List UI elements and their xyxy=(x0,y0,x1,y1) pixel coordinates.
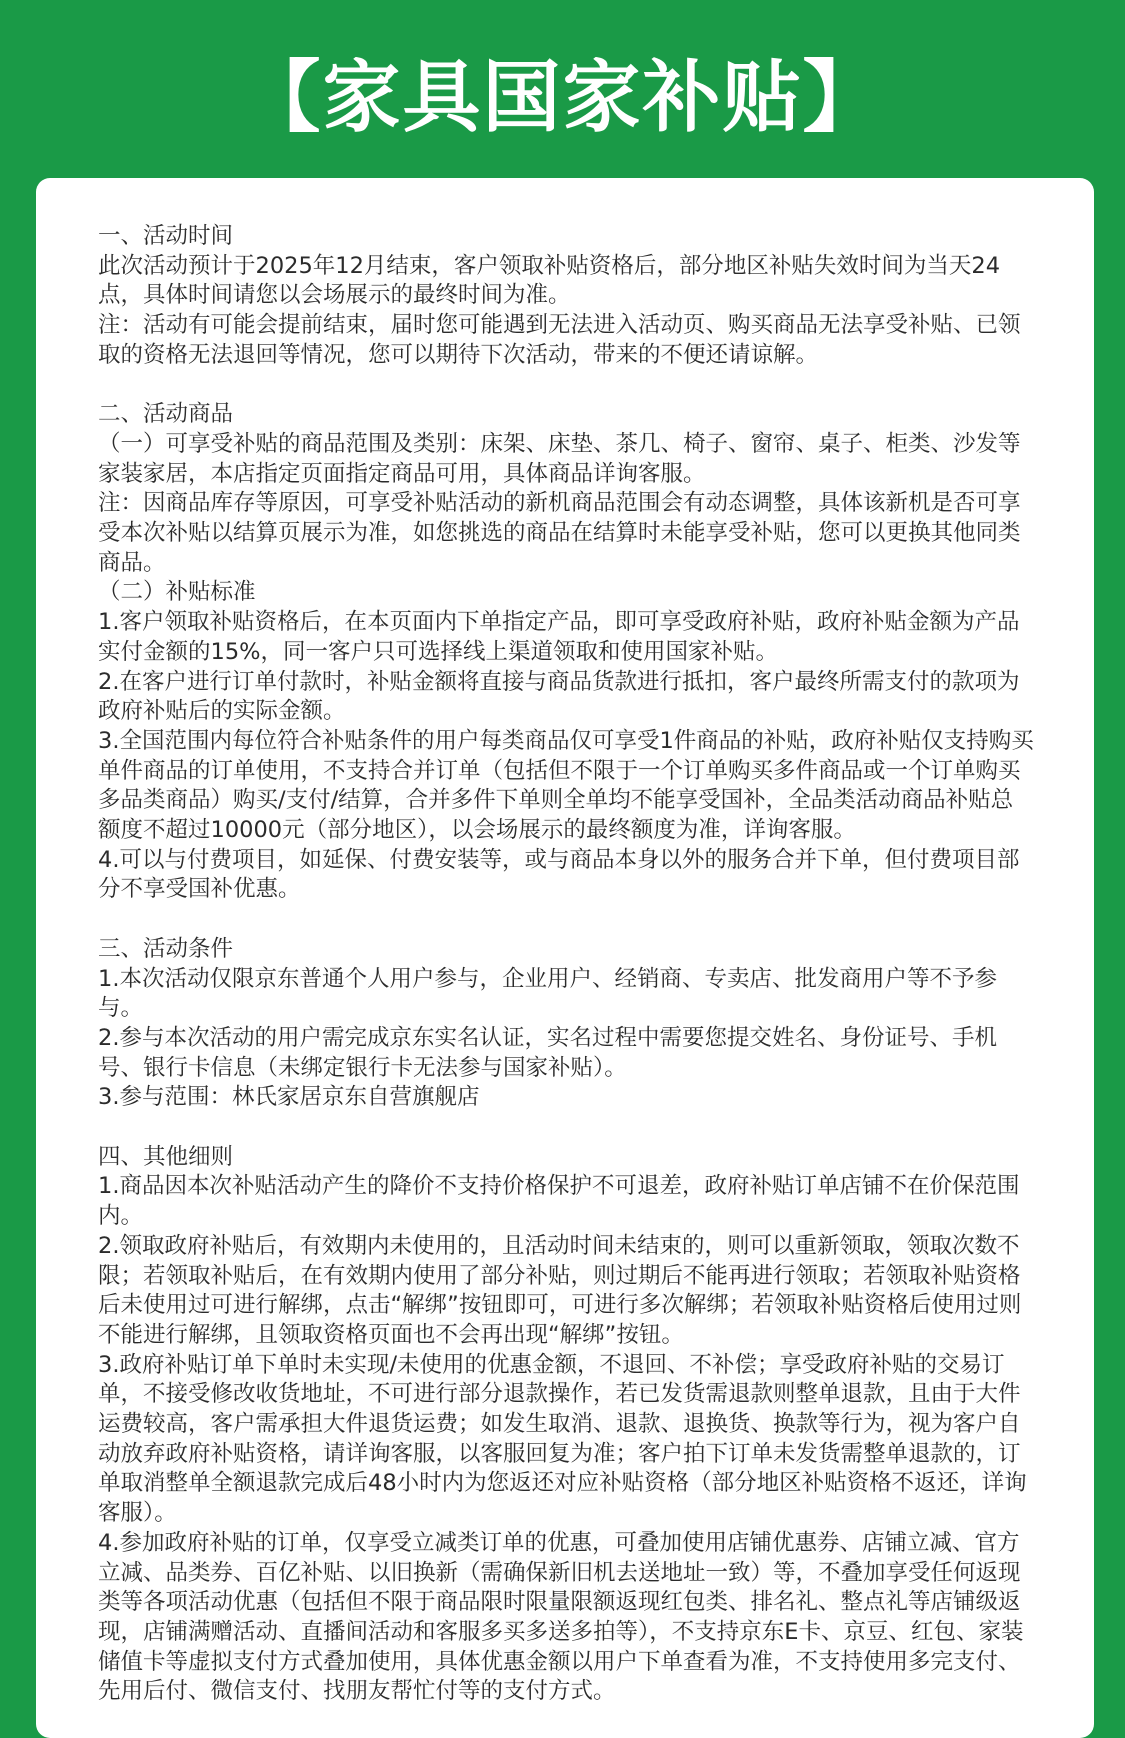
section-heading: 二、活动商品 xyxy=(98,401,234,428)
paragraph: 2.在客户进行订单付款时，补贴金额将直接与商品货款进行抵扣，客户最终所需支付的款项为政府补贴后的实际金额。 xyxy=(98,668,1020,725)
paragraph: 3.参与范围：林氏家居京东自营旗舰店 xyxy=(98,1084,480,1111)
paragraph: 2.参与本次活动的用户需完成京东实名认证，实名过程中需要您提交姓名、身份证号、手机号、银行卡信息（未绑定银行卡无法参与国家补贴）。 xyxy=(98,1024,997,1081)
paragraph: 3.政府补贴订单下单时未实现/未使用的优惠金额，不退回、不补偿；享受政府补贴的交易订单，不接受修改收货地址，不可进行部分退款操作，若已发货需退款则整单退款，且由于大件运费较高，客户需承担大件退货运费；如发生取消、退款、退换货、换款等行为，视为客户自动放弃政府补贴资格，请详询客服，以客服回复为准；客户拍下订单未发货需整单退款的，订单取消整单全额退款完成后48小时内为您返还对应补贴资格（部分地区补贴资格不返还，详询客服）。 xyxy=(98,1351,1027,1527)
section-activity-products xyxy=(98,400,1034,905)
section-activity-time xyxy=(98,222,1034,371)
rules-content xyxy=(98,222,1034,1707)
section-other-rules xyxy=(98,1143,1034,1707)
paragraph: 注：活动有可能会提前结束，届时您可能遇到无法进入活动页、购买商品无法享受补贴、已领取的资格无法退回等情况，您可以期待下次活动，带来的不便还请谅解。 xyxy=(98,312,1021,368)
paragraph: 1.本次活动仅限京东普通个人用户参与，企业用户、经销商、专卖店、批发商用户等不予参与。 xyxy=(98,965,997,1022)
page-title: 【家具国家补贴】 xyxy=(242,53,883,143)
rules-card xyxy=(36,178,1094,1738)
subheading: （二）补贴标准 xyxy=(98,579,256,606)
paragraph: 2.领取政府补贴后，有效期内未使用的，且活动时间未结束的，则可以重新领取，领取次数不限；若领取补贴后，在有效期内使用了部分补贴，则过期后不能再进行领取；若领取补贴资格后未使用过可进行解绑，点击“解绑”按钮即可，可进行多次解绑；若领取补贴资格后使用过则不能进行解绑，且领取资格页面也不会再出现“解绑”按钮。 xyxy=(98,1232,1022,1348)
section-heading: 三、活动条件 xyxy=(98,935,234,962)
paragraph: 注：因商品库存等原因，可享受补贴活动的新机商品范围会有动态调整，具体该新机是否可享受本次补贴以结算页展示为准，如您挑选的商品在结算时未能享受补贴，您可以更换其他同类商品。 xyxy=(98,490,1021,576)
paragraph: 4.参加政府补贴的订单，仅享受立减类订单的优惠，可叠加使用店铺优惠券、店铺立减、官方立减、品类券、百亿补贴、以旧换新（需确保新旧机去送地址一致）等，不叠加享受任何返现类等各项活动优惠（包括但不限于商品限时限量限额返现红包类、排名礼、整点礼等店铺级返现，店铺满赠活动、直播间活动和客服多买多送多拍等），不支持京东E卡、京豆、红包、家装储值卡等虚拟支付方式叠加使用，具体优惠金额以用户下单查看为准，不支持使用多完支付、先用后付、微信支付、找朋友帮忙付等的支付方式。 xyxy=(98,1529,1024,1705)
paragraph: 4.可以与付费项目，如延保、付费安装等，或与商品本身以外的服务合并下单，但付费项目部分不享受国补优惠。 xyxy=(98,846,1020,903)
paragraph: （一）可享受补贴的商品范围及类别：床架、床垫、茶几、椅子、窗帘、桌子、柜类、沙发等家装家居，本店指定页面指定商品可用，具体商品详询客服。 xyxy=(98,430,1021,487)
paragraph: 1.商品因本次补贴活动产生的降价不支持价格保护不可退差，政府补贴订单店铺不在价保范围内。 xyxy=(98,1173,1020,1230)
section-activity-conditions xyxy=(98,935,1034,1113)
paragraph: 此次活动预计于2025年12月结束，客户领取补贴资格后，部分地区补贴失效时间为当天24点，具体时间请您以会场展示的最终时间为准。 xyxy=(98,252,1001,309)
section-heading: 四、其他细则 xyxy=(98,1143,234,1170)
paragraph: 1.客户领取补贴资格后，在本页面内下单指定产品，即可享受政府补贴，政府补贴金额为产品实付金额的15%，同一客户只可选择线上渠道领取和使用国家补贴。 xyxy=(98,609,1020,665)
section-heading: 一、活动时间 xyxy=(98,223,234,249)
paragraph: 3.全国范围内每位符合补贴条件的用户每类商品仅可享受1件商品的补贴，政府补贴仅支持购买单件商品的订单使用，不支持合并订单（包括但不限于一个订单购买多件商品或一个订单购买多品类商品）购买/支付/结算，合并多件下单则全单均不能享受国补，全品类活动商品补贴总额度不超过10000元（部分地区），以会场展示的最终额度为准，详询客服。 xyxy=(98,727,1034,844)
